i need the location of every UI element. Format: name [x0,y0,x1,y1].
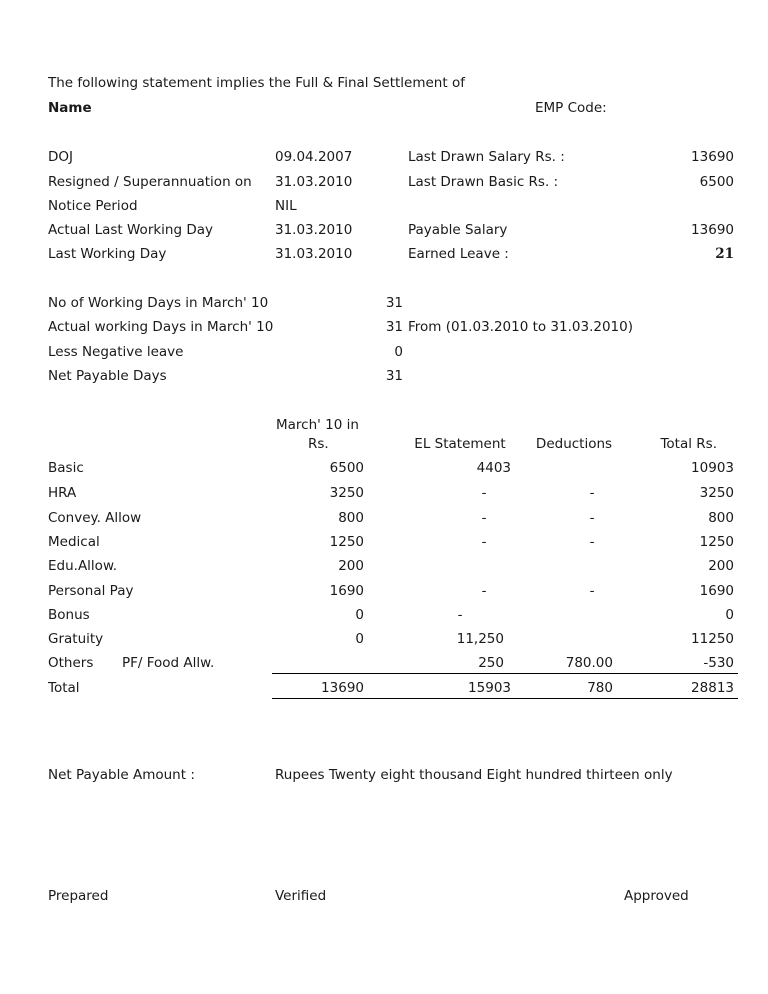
row-ded: - [589,534,595,550]
actual-days-note: From (01.03.2010 to 31.03.2010) [408,319,633,335]
actual-lwd-value: 31.03.2010 [275,222,353,238]
row-march: 200 [338,558,364,574]
row-total: 10903 [691,460,734,476]
lwd-label: Last Working Day [48,246,167,262]
row-march: 1250 [329,534,364,550]
row-march: 1690 [329,583,364,599]
others-sublabel: PF/ Food Allw. [122,655,215,671]
total-label: Total [48,680,80,696]
row-label: Bonus [48,607,90,623]
last-salary-value: 13690 [691,149,734,165]
negative-leave-value: 0 [394,344,403,360]
row-el: - [481,510,487,526]
row-ded: - [589,510,595,526]
working-days-value: 31 [385,295,403,311]
payable-salary-label: Payable Salary [408,222,508,238]
actual-lwd-label: Actual Last Working Day [48,222,214,238]
emp-code-label: EMP Code: [535,100,607,116]
row-march: 6500 [329,460,364,476]
row-label: Medical [48,534,100,550]
verified-label: Verified [275,888,327,904]
resigned-label: Resigned / Superannuation on [48,174,252,190]
row-march: 3250 [329,485,364,501]
row-el: 11,250 [456,631,504,647]
row-march: 0 [355,607,364,623]
row-label: HRA [48,485,77,501]
earned-leave-label: Earned Leave : [408,246,509,262]
total-march: 13690 [321,680,364,696]
row-label: Convey. Allow [48,510,142,526]
notice-label: Notice Period [48,198,138,214]
header-deductions: Deductions [535,436,613,452]
prepared-label: Prepared [48,888,109,904]
row-label: Edu.Allow. [48,558,118,574]
header-march-line1: March' 10 in [276,417,359,433]
notice-value: NIL [275,198,297,214]
total-ded: 780 [587,680,613,696]
total-el: 15903 [468,680,511,696]
row-march: 800 [338,510,364,526]
others-total: -530 [703,655,734,671]
last-basic-value: 6500 [699,174,734,190]
row-total: 1250 [699,534,734,550]
name-label: Name [48,100,92,116]
row-total: 0 [725,607,734,623]
last-salary-label: Last Drawn Salary Rs. : [408,149,565,165]
row-el: - [481,534,487,550]
negative-leave-label: Less Negative leave [48,344,184,360]
payable-salary-value: 13690 [691,222,734,238]
row-march: 0 [355,631,364,647]
row-el: 4403 [476,460,511,476]
earned-leave-value: 21 [715,246,734,262]
row-label: Personal Pay [48,583,134,599]
others-el: 250 [478,655,504,671]
row-total: 1690 [699,583,734,599]
net-payable-words: Rupees Twenty eight thousand Eight hundred thirteen only [275,767,673,783]
row-el: - [457,607,463,623]
resigned-value: 31.03.2010 [275,174,353,190]
header-total: Total Rs. [660,436,717,452]
net-days-value: 31 [385,368,403,384]
last-basic-label: Last Drawn Basic Rs. : [408,174,559,190]
others-ded: 780.00 [565,655,613,671]
row-total: 800 [708,510,734,526]
row-total: 3250 [699,485,734,501]
row-label: Gratuity [48,631,104,647]
row-ded: - [589,583,595,599]
row-label: Basic [48,460,84,476]
row-el: - [481,583,487,599]
doj-value: 09.04.2007 [275,149,353,165]
header-march-line2: Rs. [308,436,329,452]
net-payable-label: Net Payable Amount : [48,767,195,783]
total-bottom-rule [272,698,738,699]
total-top-rule [272,673,738,674]
intro-text: The following statement implies the Full & Final Settlement of [48,75,465,91]
total-total: 28813 [691,680,734,696]
actual-days-value: 31 [385,319,403,335]
net-days-label: Net Payable Days [48,368,167,384]
others-label: Others [48,655,94,671]
actual-days-label: Actual working Days in March' 10 [48,319,274,335]
doj-label: DOJ [48,149,74,165]
row-el: - [481,485,487,501]
approved-label: Approved [624,888,689,904]
header-el-statement: EL Statement [414,436,506,452]
row-ded: - [589,485,595,501]
row-total: 200 [708,558,734,574]
lwd-value: 31.03.2010 [275,246,353,262]
row-total: 11250 [691,631,734,647]
working-days-label: No of Working Days in March' 10 [48,295,269,311]
